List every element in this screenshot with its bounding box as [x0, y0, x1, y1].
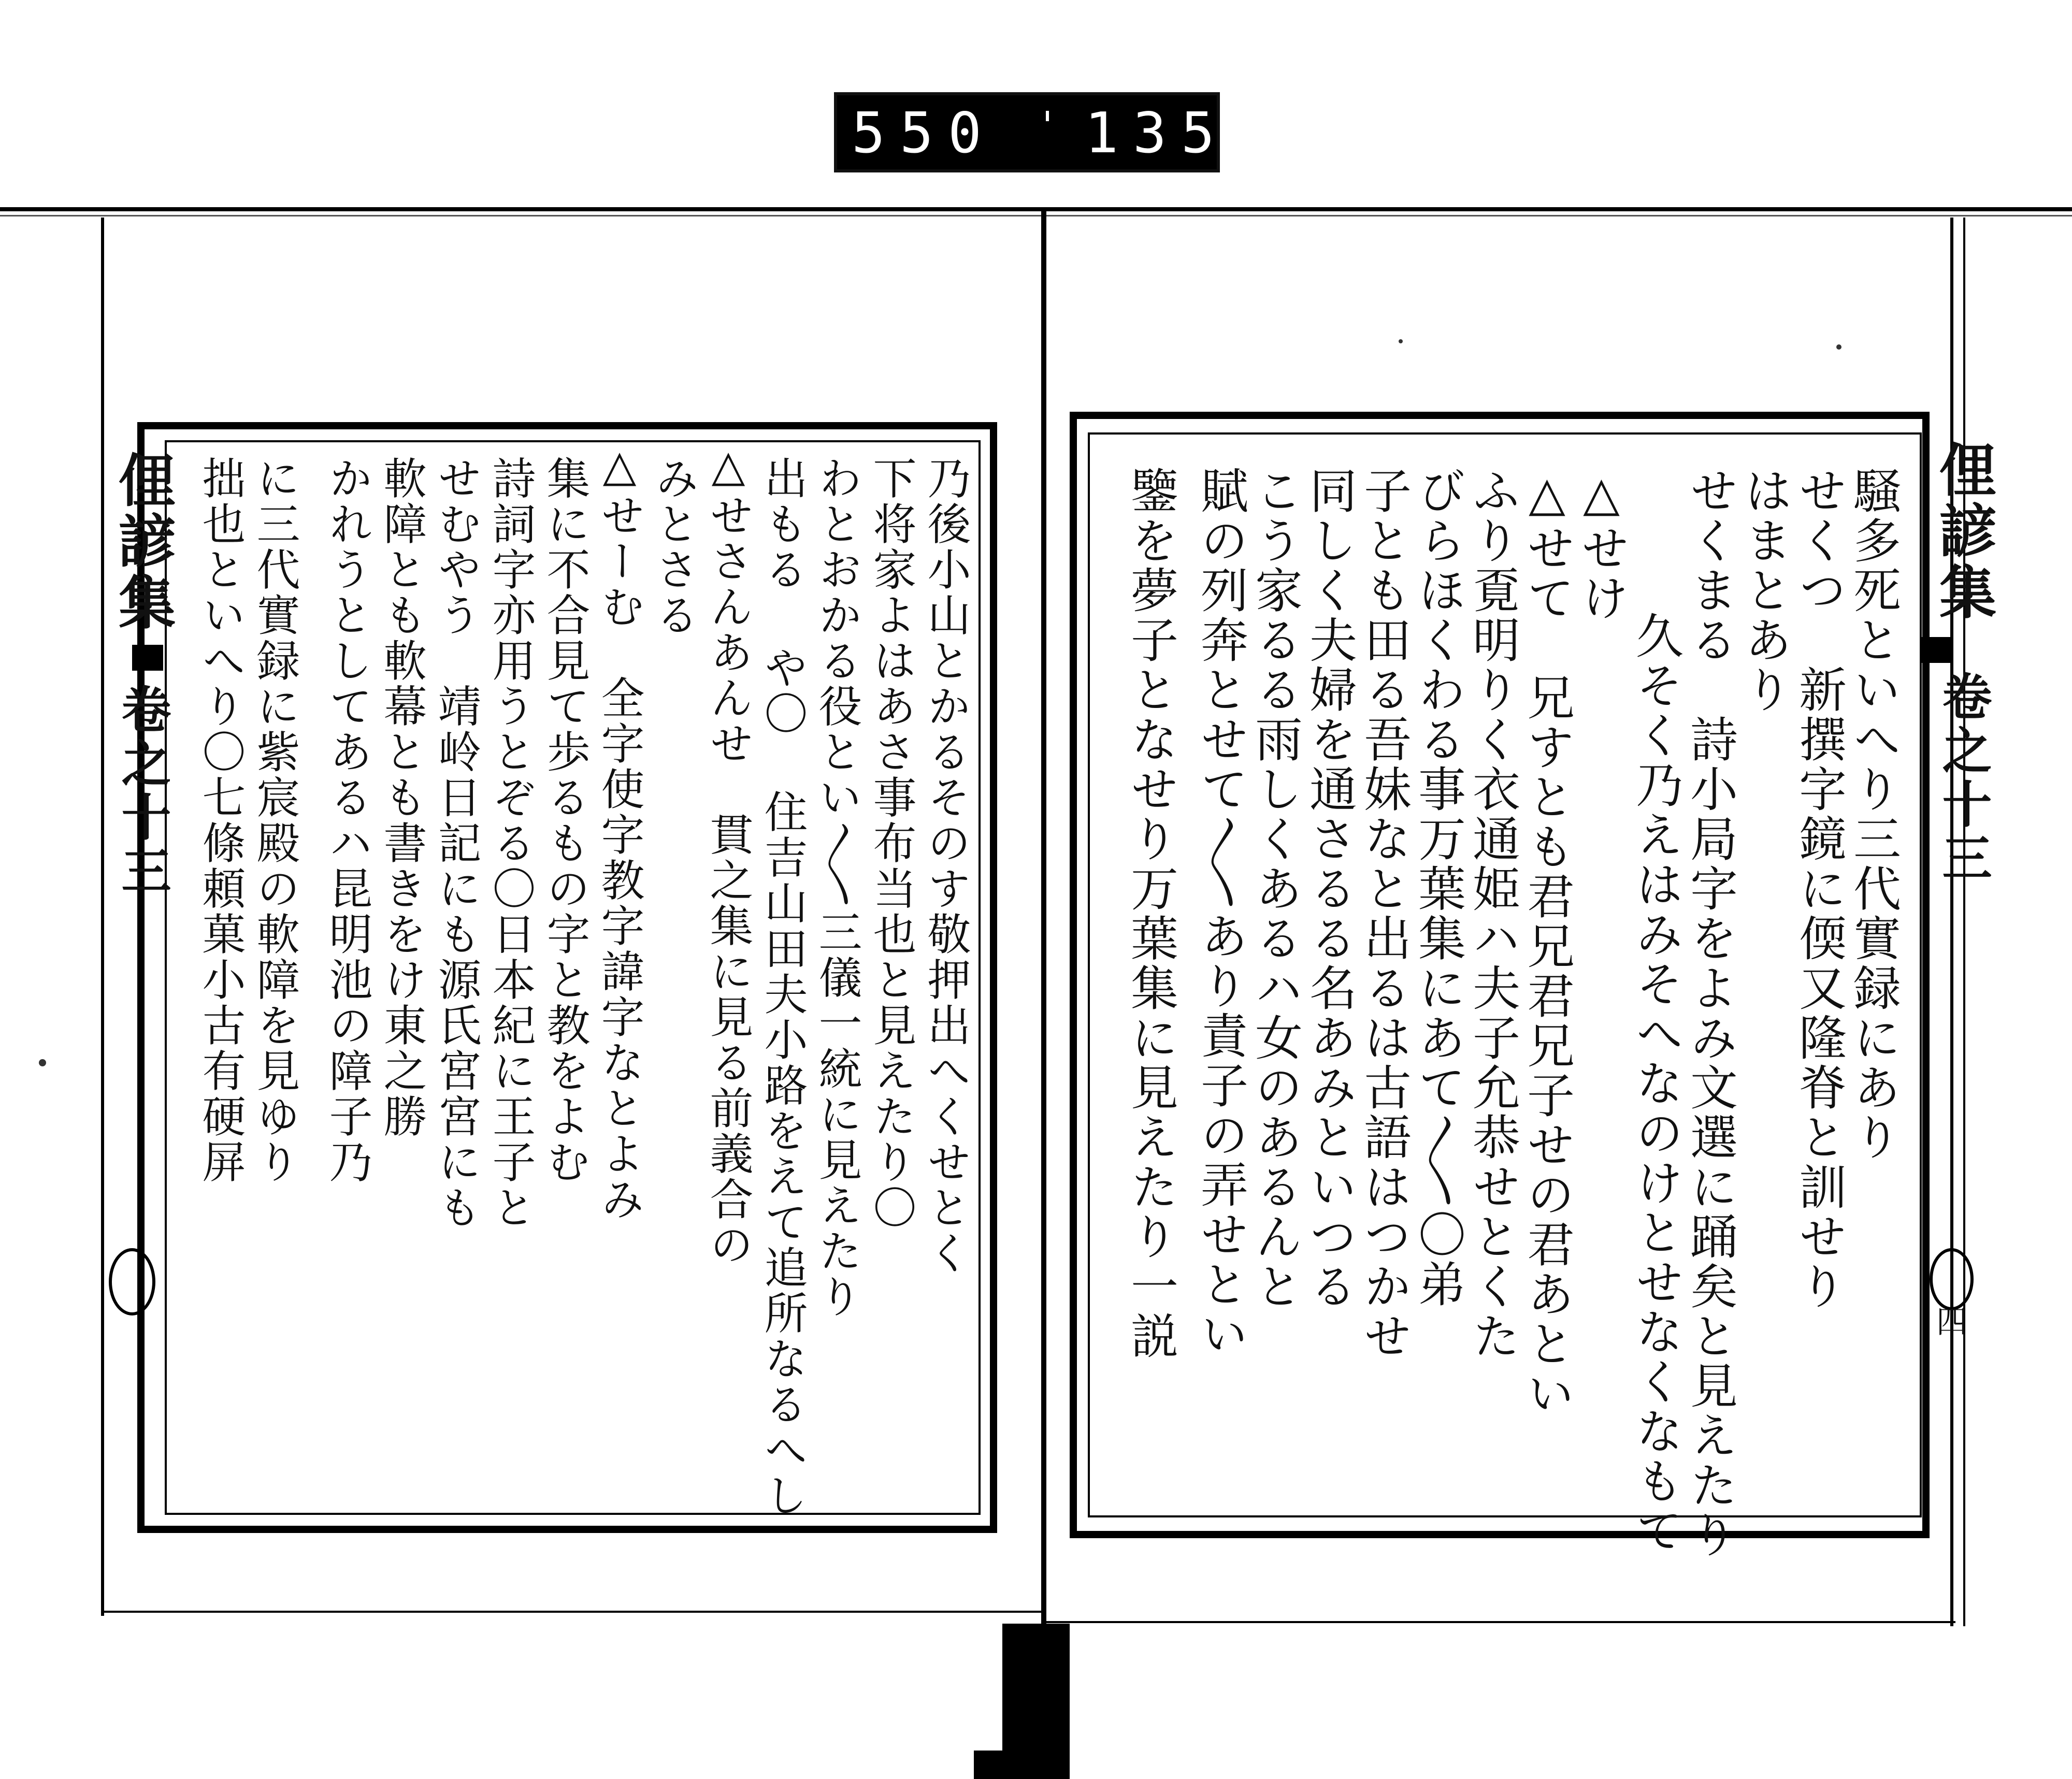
right-col-3: はまとあり [1737, 466, 1792, 715]
right-col-8: ふり覔明りく衣通姫ハ夫子允恭せとくた [1465, 466, 1520, 1361]
right-header-title: 俚諺集 [1930, 440, 1997, 624]
left-spine-circle [109, 1248, 155, 1315]
right-col-1: 騒多死といへり三代實録にあり [1846, 466, 1901, 1162]
right-header-marker [1922, 637, 1950, 663]
gutter-tab [1002, 1624, 1070, 1779]
left-col-8: 集に不合見て歩るもの字と教をよむ [540, 456, 591, 1185]
call-number-plate [834, 92, 1230, 172]
right-col-12: こう家るる雨しくあるハ女のあるんと [1247, 466, 1303, 1311]
left-col-2: 下将家よはあさ事布当也と見えたり〇 [866, 456, 917, 1231]
right-col-11: 同しく夫婦を通さるる名あみといつる [1302, 466, 1357, 1311]
right-page-number: 四 [1931, 1305, 1967, 1336]
left-page-bottom-edge [101, 1611, 1044, 1613]
book-top-edge [0, 207, 2072, 211]
right-header-circle [1930, 1248, 1974, 1310]
left-spine-volume: 卷之十三 [113, 684, 172, 899]
left-col-5: △せさんあんせ 貫之集に見る前義合の [703, 440, 754, 1268]
right-col-7: △せて 兄すとも君兄君兄子せの君あとい [1519, 466, 1575, 1419]
right-page-bottom-edge [1044, 1621, 1955, 1623]
right-header-volume: 卷之十三 [1934, 671, 1993, 886]
call-number-right: 135 [1085, 101, 1230, 166]
left-col-9: 詩詞字亦用うとぞる〇日本紀に王子と [485, 456, 536, 1231]
scan-dust [1836, 344, 1841, 350]
right-col-13: 賦の列奔とせて〳〵あり責子の弄せとい [1193, 466, 1248, 1359]
left-spine-marker [132, 645, 163, 671]
left-col-13: に三代實録に紫宸殿の軟障を見ゆり [250, 456, 300, 1185]
right-col-2: せくつ 新撰字鏡に偄又隆脊と訓せり [1791, 466, 1847, 1311]
left-col-6: みとさる [649, 456, 699, 638]
right-col-10: 子とも田る吾妹なと出るは古語はつかせ [1356, 466, 1412, 1361]
left-spine-title: 俚諺集 [109, 451, 176, 634]
right-col-4: せくまる 詩小局字をよみ文選に踊矣と見えたり [1682, 466, 1738, 1560]
left-col-3: わとおかる役とい〳〵三儀一統に見えたり [812, 456, 862, 1320]
left-col-1: 乃後小山とかるそのす敬押出へくせとく [920, 456, 971, 1276]
left-col-14: 拙也といへり〇七條頼菓小古有硬屏 [195, 456, 246, 1185]
right-col-14: 鑒を夢子となせり万葉集に見えたり一説 [1123, 466, 1178, 1361]
left-col-7: △せーむ 全字使字教字諱字なとよみ [594, 440, 645, 1222]
right-col-5: 久そく乃えはみそへなのけとせなくなもて [1628, 611, 1684, 1556]
right-col-9: びらほくわる事万葉集にあて〳〵〇弟 [1411, 466, 1466, 1309]
left-col-12: かれうとしてあるハ昆明池の障子乃 [322, 456, 373, 1185]
scan-dust [1399, 339, 1403, 343]
plate-tick-mark [1046, 111, 1049, 121]
left-col-11: 軟障とも軟幕とも書きをけ東之勝 [377, 456, 427, 1139]
left-col-4: 出もる や〇 住吉山田夫小路をえて追所なるへし [757, 456, 808, 1518]
call-number-left: 550 [852, 101, 997, 166]
gutter-tab-step [974, 1751, 1005, 1779]
right-col-6: △せけ [1574, 466, 1629, 623]
scan-dust [39, 1059, 46, 1066]
book-gutter [1041, 207, 1046, 1631]
book-top-edge-shadow [0, 215, 2072, 216]
left-col-10: せむやう 靖岭日記にも源氏宮宮にも [431, 456, 482, 1231]
